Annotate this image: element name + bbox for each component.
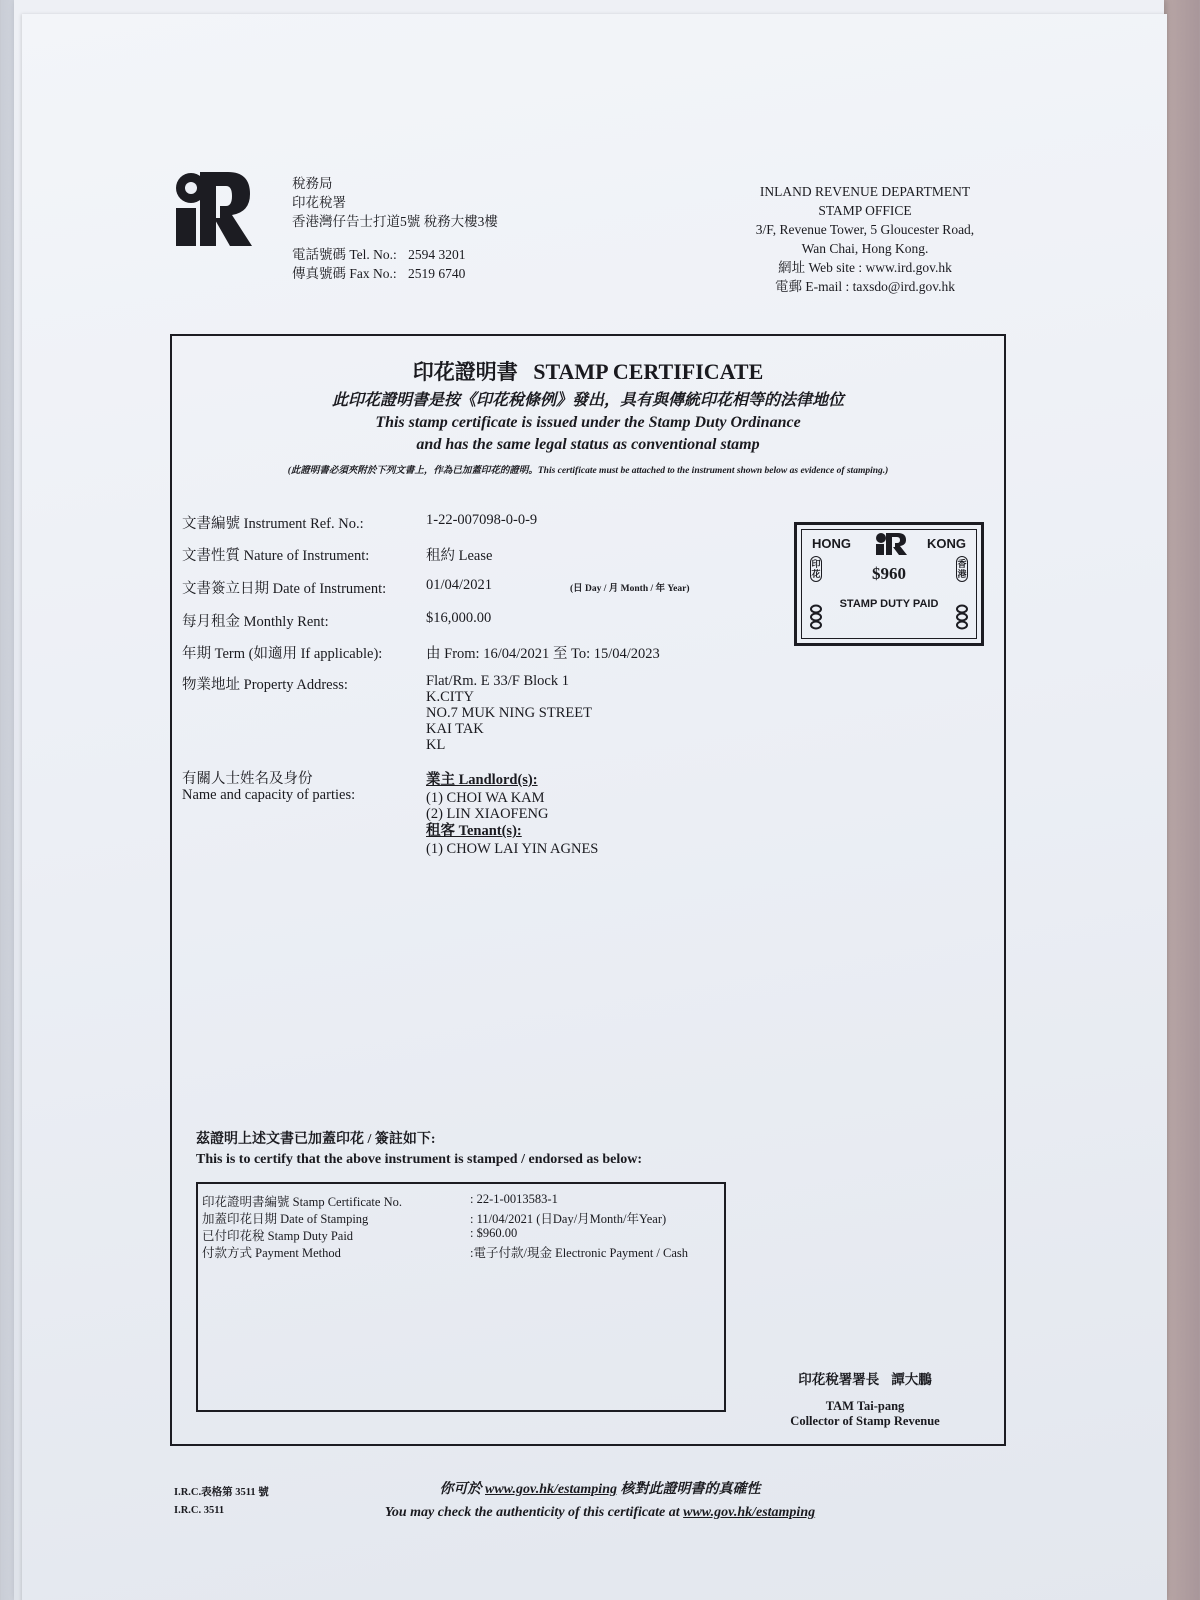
certification-box [196, 1182, 726, 1412]
attachment-note: (此證明書必須夾附於下列文書上，作為已加蓋印花的證明。This certificate must be attached to the instrument shown below as evidence of stamping.) [287, 466, 889, 476]
parties-value [426, 771, 598, 857]
parties-label-cn: 有關人士姓名及身份 [182, 771, 313, 787]
verification-cn-post: 核對此證明書的真確性 [620, 1482, 761, 1497]
stamp-chip-right: 香港 [956, 556, 968, 582]
verification-en [300, 1501, 900, 1524]
parties-label-en: Name and capacity of parties: [182, 787, 356, 803]
ref-label: 文書編號 Instrument Ref. No.: [182, 516, 364, 532]
address-line: NO.7 MUK NING STREET [426, 705, 592, 721]
stamp-chip-left: 印花 [810, 556, 822, 582]
stamp-paid-text: STAMP DUTY PAID [839, 598, 939, 610]
form-number-cn: I.R.C.表格第 3511 號 [174, 1487, 269, 1498]
tenant-heading: 租客 Tenant(s): [426, 823, 522, 839]
tel-value: 2594 3201 [408, 247, 466, 262]
stamp-duty-paid-imprint [794, 522, 984, 646]
header-chinese-block [292, 174, 498, 283]
certification-intro-cn: 茲證明上述文書已加蓋印花 / 簽註如下: [196, 1132, 436, 1147]
subtitle-cn: 此印花證明書是按《印花稅條例》發出，具有與傳統印花相等的法律地位 [331, 392, 844, 409]
certificate-title [172, 356, 1004, 386]
cert-no-label: 印花證明書編號 Stamp Certificate No. [202, 1195, 402, 1209]
landlord-entry: (1) CHOI WA KAM [426, 790, 545, 806]
address-line: KL [426, 737, 446, 753]
collector-name-cn: 譚大鵬 [891, 1372, 932, 1387]
tel-label: 電話號碼 Tel. No.: [292, 247, 397, 262]
collector-signature-block [760, 1372, 970, 1429]
stamp-amount: $960 [872, 564, 906, 583]
cert-no-value: : 22-1-0013583-1 [470, 1192, 558, 1206]
header-en-line: INLAND REVENUE DEPARTMENT [759, 184, 971, 199]
tel-line [292, 245, 498, 264]
header-en-line: Wan Chai, Hong Kong. [801, 241, 929, 256]
stamp-kong: KONG [927, 536, 966, 551]
fax-label: 傳真號碼 Fax No.: [292, 266, 397, 281]
subtitle-en-1: This stamp certificate is issued under the Stamp Duty Ordinance [375, 414, 801, 431]
subtitle-en-2: and has the same legal status as conventional stamp [416, 436, 760, 453]
duty-label: 已付印花稅 Stamp Duty Paid [202, 1229, 354, 1243]
estamping-link-en[interactable]: www.gov.hk/estamping [683, 1505, 816, 1520]
header-cn-line: 稅務局 [292, 176, 333, 191]
certificate-subtitle [172, 390, 1004, 456]
email-text: 電郵 E-mail : taxsdo@ird.gov.hk [775, 279, 955, 294]
verification-cn [300, 1478, 900, 1501]
address-value [426, 673, 592, 753]
duty-value: : $960.00 [470, 1226, 518, 1240]
nature-value: 租約 Lease [426, 548, 493, 564]
stamp-date-label: 加蓋印花日期 Date of Stamping [202, 1212, 369, 1226]
address-line: Flat/Rm. E 33/F Block 1 [426, 673, 569, 689]
parties-label [182, 771, 355, 803]
term-label: 年期 Term (如適用 If applicable): [182, 646, 383, 662]
ird-logo-icon [172, 168, 254, 248]
payment-label: 付款方式 Payment Method [202, 1246, 341, 1260]
stamp-coil-right-icon [955, 604, 969, 634]
landlord-entry: (2) LIN XIAOFENG [426, 806, 549, 822]
header-en-line: 3/F, Revenue Tower, 5 Gloucester Road, [755, 222, 975, 237]
verification-en-pre: You may check the authenticity of this certificate at [384, 1505, 680, 1520]
collector-name-en: TAM Tai-pang [825, 1399, 905, 1413]
certification-intro-en: This is to certify that the above instrument is stamped / endorsed as below: [196, 1152, 643, 1167]
estamping-link-cn[interactable]: www.gov.hk/estamping [485, 1482, 617, 1497]
form-number [174, 1484, 269, 1520]
address-line: K.CITY [426, 689, 474, 705]
date-value: 01/04/2021 [426, 577, 493, 593]
date-label: 文書簽立日期 Date of Instrument: [182, 581, 387, 597]
nature-label: 文書性質 Nature of Instrument: [182, 548, 370, 564]
header-english-block [740, 182, 990, 296]
title-cn: 印花證明書 [412, 360, 518, 384]
header-en-line: STAMP OFFICE [818, 203, 912, 218]
stamp-ir-logo-icon [874, 532, 908, 556]
stamp-inner-border [801, 529, 977, 639]
title-en: STAMP CERTIFICATE [533, 359, 764, 384]
stamp-hong: HONG [812, 536, 851, 551]
rent-value: $16,000.00 [426, 610, 492, 626]
certification-intro [196, 1130, 642, 1170]
tenant-entry: (1) CHOW LAI YIN AGNES [426, 841, 599, 857]
collector-title-en: Collector of Stamp Revenue [790, 1414, 940, 1428]
landlord-heading: 業主 Landlord(s): [426, 772, 538, 788]
header-cn-line: 香港灣仔告士打道5號 稅務大樓3樓 [292, 214, 498, 229]
fax-value: 2519 6740 [408, 266, 466, 281]
verification-note [300, 1478, 900, 1524]
form-number-en: I.R.C. 3511 [174, 1505, 225, 1516]
stamp-date-value: : 11/04/2021 (日Day/月Month/年Year) [470, 1212, 667, 1226]
date-format-hint: (日 Day / 月 Month / 年 Year) [570, 584, 690, 594]
term-value: 由 From: 16/04/2021 至 To: 15/04/2023 [426, 646, 660, 662]
stamp-coil-left-icon [809, 604, 823, 634]
ref-value: 1-22-007098-0-0-9 [426, 512, 538, 528]
rent-label: 每月租金 Monthly Rent: [182, 614, 329, 630]
header-cn-line: 印花稅署 [292, 195, 346, 210]
fax-line [292, 264, 498, 283]
verification-cn-pre: 你可於 [439, 1482, 482, 1497]
collector-title-cn: 印花稅署署長 [798, 1372, 880, 1387]
payment-value: :電子付款/現金 Electronic Payment / Cash [470, 1246, 689, 1260]
collector-cn [760, 1372, 970, 1387]
address-line: KAI TAK [426, 721, 484, 737]
website-text: 網址 Web site : www.ird.gov.hk [778, 260, 952, 275]
address-label: 物業地址 Property Address: [182, 677, 348, 693]
